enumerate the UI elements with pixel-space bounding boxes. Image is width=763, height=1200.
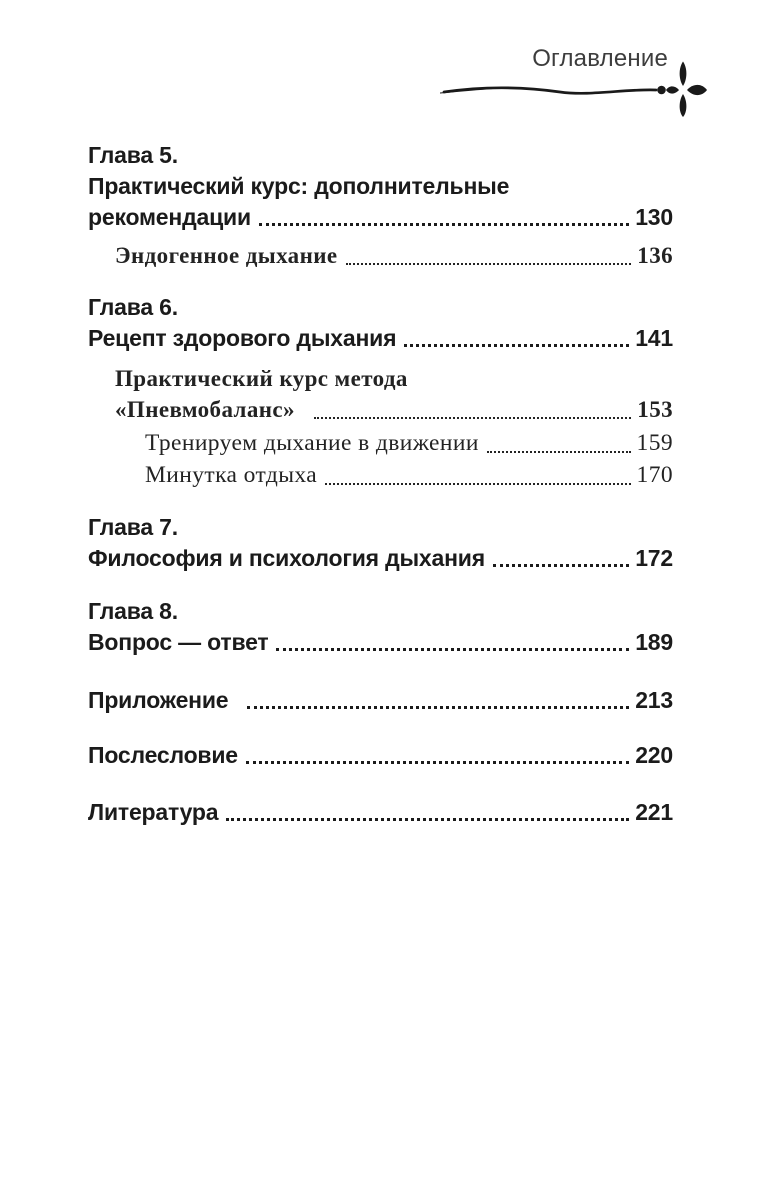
chapter-title-line: Вопрос — ответ	[88, 629, 269, 655]
toc-entry-subsub	[88, 460, 673, 491]
page-number: 172	[635, 545, 673, 571]
chapter-label: Глава 7.	[88, 514, 178, 540]
table-of-contents	[88, 140, 673, 828]
toc-entry-chapter-8	[88, 596, 673, 658]
dot-leader	[325, 483, 630, 485]
toc-leader-line	[88, 428, 673, 459]
dot-leader	[246, 761, 629, 764]
section-title-line: Практический курс метода	[115, 366, 408, 391]
flourish-ornament-icon	[440, 60, 708, 120]
section-title: Минутка отдыха	[145, 462, 318, 488]
dot-leader	[493, 564, 629, 567]
toc-entry-sub	[88, 363, 673, 425]
chapter-title-line: Философия и психология дыхания	[88, 545, 485, 571]
page-number: 189	[635, 629, 673, 655]
toc-leader-line	[88, 460, 673, 491]
toc-entry-sub	[88, 240, 673, 271]
dot-leader	[487, 451, 631, 453]
chapter-title-line: Рецепт здорового дыхания	[88, 325, 397, 351]
dot-leader	[404, 344, 629, 347]
toc-entry-afterword	[88, 740, 673, 771]
toc-entry-chapter-6	[88, 292, 673, 354]
chapter-title-line: Литература	[88, 799, 219, 825]
toc-entry-subsub	[88, 428, 673, 459]
chapter-title-line: Послесловие	[88, 742, 238, 768]
page-number: 213	[635, 687, 673, 713]
page-number: 159	[636, 430, 673, 456]
page-number: 130	[635, 204, 673, 230]
page-number: 170	[636, 462, 673, 488]
section-title: Тренируем дыхание в движении	[145, 430, 479, 456]
dot-leader	[314, 417, 631, 419]
toc-entry-appendix	[88, 685, 673, 716]
section-title: «Пневмобаланс»	[115, 397, 295, 422]
toc-leader-line	[88, 627, 673, 658]
dot-leader	[247, 706, 629, 709]
dot-leader	[346, 263, 632, 265]
dot-leader	[259, 223, 629, 226]
toc-leader-line	[88, 740, 673, 771]
chapter-label: Глава 8.	[88, 598, 178, 624]
dot-leader	[226, 818, 629, 821]
section-title: Эндогенное дыхание	[115, 243, 338, 268]
toc-entry-chapter-5	[88, 140, 673, 233]
dot-leader	[276, 648, 629, 651]
toc-leader-line	[88, 797, 673, 828]
page-number: 220	[635, 742, 673, 768]
page-number: 136	[637, 243, 673, 268]
toc-leader-line	[88, 240, 673, 271]
chapter-title-line: Приложение	[88, 687, 229, 713]
chapter-label: Глава 5.	[88, 142, 178, 168]
chapter-title-line: Практический курс: дополнительные	[88, 173, 510, 199]
toc-leader-line	[88, 685, 673, 716]
page-number: 153	[637, 397, 673, 422]
page-header-title: Оглавление	[532, 45, 668, 72]
toc-leader-line	[88, 394, 673, 425]
page-number: 141	[635, 325, 673, 351]
toc-leader-line	[88, 202, 673, 233]
chapter-label: Глава 6.	[88, 294, 178, 320]
toc-entry-chapter-7	[88, 512, 673, 574]
toc-leader-line	[88, 323, 673, 354]
toc-leader-line	[88, 543, 673, 574]
chapter-title-line: рекомендации	[88, 204, 251, 230]
page-number: 221	[635, 799, 673, 825]
toc-entry-bibliography	[88, 797, 673, 828]
